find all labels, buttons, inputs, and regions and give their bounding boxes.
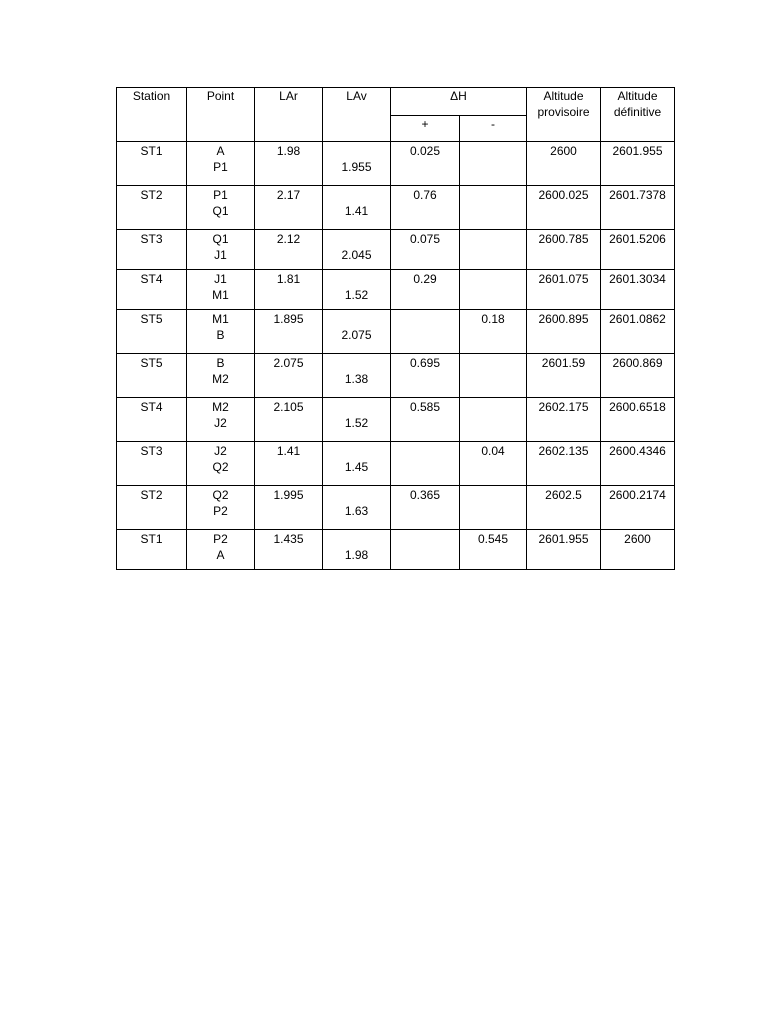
station-value: ST3	[140, 444, 163, 458]
alt-prov-value: 2602.175	[538, 400, 589, 414]
delta-minus-value: 0.18	[481, 312, 505, 326]
table-row	[117, 398, 675, 442]
lar-cell	[255, 142, 323, 186]
alt-prov-value: 2601.59	[541, 356, 586, 370]
station-value: ST5	[140, 356, 163, 370]
point-cell	[187, 442, 255, 486]
point-cell	[187, 142, 255, 186]
point-cell	[187, 398, 255, 442]
alt-prov-value: 2600.025	[538, 188, 589, 202]
delta-plus-cell	[391, 270, 460, 310]
table-row	[117, 142, 675, 186]
lav-value: 1.98	[344, 548, 369, 562]
lar-cell	[255, 530, 323, 570]
station-cell	[117, 230, 187, 270]
point-cell	[187, 486, 255, 530]
lav-cell	[323, 142, 391, 186]
alt-prov-value: 2601.075	[538, 272, 589, 286]
alt-def-value: 2600.4346	[609, 444, 666, 458]
lav-value: 1.38	[344, 372, 369, 386]
alt-def-cell	[601, 142, 675, 186]
delta-minus-cell	[460, 270, 527, 310]
header-alt-prov-line1: Altitude	[543, 89, 584, 103]
delta-minus-cell	[460, 398, 527, 442]
alt-prov-cell	[527, 398, 601, 442]
alt-prov-cell	[527, 486, 601, 530]
blank-line	[323, 143, 390, 159]
header-alt-def-line1: Altitude	[617, 89, 658, 103]
lar-cell	[255, 186, 323, 230]
delta-minus-value	[460, 187, 526, 203]
alt-prov-cell	[527, 310, 601, 354]
station-value: ST1	[140, 144, 163, 158]
header-minus: -	[460, 116, 527, 142]
header-alt-prov-line2: provisoire	[537, 105, 590, 119]
lar-value: 1.41	[276, 444, 301, 458]
alt-def-cell	[601, 530, 675, 570]
alt-prov-cell	[527, 186, 601, 230]
delta-minus-cell	[460, 530, 527, 570]
station-value: ST3	[140, 232, 163, 246]
table-row	[117, 230, 675, 270]
alt-def-value: 2600	[624, 532, 651, 546]
delta-plus-value: 0.695	[409, 356, 441, 370]
station-cell	[117, 310, 187, 354]
delta-minus-cell	[460, 354, 527, 398]
point-cell	[187, 186, 255, 230]
delta-plus-cell	[391, 230, 460, 270]
alt-prov-value: 2601.955	[538, 532, 589, 546]
point-backsight: J1	[214, 272, 227, 286]
alt-prov-cell	[527, 530, 601, 570]
station-value: ST4	[140, 400, 163, 414]
delta-minus-cell	[460, 186, 527, 230]
table-body	[117, 142, 675, 570]
delta-minus-value	[460, 271, 526, 287]
delta-plus-cell	[391, 354, 460, 398]
station-cell	[117, 270, 187, 310]
blank-line	[323, 187, 390, 203]
delta-plus-value	[391, 531, 459, 547]
delta-minus-cell	[460, 230, 527, 270]
point-backsight: Q2	[212, 488, 229, 502]
blank-line	[323, 231, 390, 247]
point-backsight: B	[216, 356, 225, 370]
blank-line	[323, 355, 390, 371]
delta-minus-cell	[460, 310, 527, 354]
header-altitude-provisoire	[527, 88, 601, 142]
alt-prov-cell	[527, 354, 601, 398]
delta-plus-cell	[391, 142, 460, 186]
lav-value: 1.52	[344, 288, 369, 302]
lar-cell	[255, 442, 323, 486]
point-foresight: J1	[214, 248, 227, 262]
alt-prov-cell	[527, 142, 601, 186]
lav-value: 2.045	[341, 248, 372, 262]
table-row	[117, 486, 675, 530]
delta-plus-cell	[391, 530, 460, 570]
lar-value: 2.075	[273, 356, 304, 370]
alt-def-value: 2600.6518	[609, 400, 666, 414]
delta-plus-value: 0.585	[409, 400, 441, 414]
table-row	[117, 530, 675, 570]
alt-def-cell	[601, 486, 675, 530]
delta-minus-value	[460, 231, 526, 247]
lar-value: 1.895	[273, 312, 304, 326]
blank-line	[323, 399, 390, 415]
point-cell	[187, 270, 255, 310]
point-cell	[187, 230, 255, 270]
table-row	[117, 354, 675, 398]
station-cell	[117, 530, 187, 570]
lar-value: 2.105	[273, 400, 304, 414]
point-backsight: P1	[213, 188, 228, 202]
point-foresight: A	[216, 548, 225, 562]
delta-minus-value	[460, 355, 526, 371]
delta-minus-cell	[460, 442, 527, 486]
table-row	[117, 442, 675, 486]
lar-cell	[255, 486, 323, 530]
delta-plus-cell	[391, 398, 460, 442]
delta-plus-value: 0.29	[413, 272, 437, 286]
lav-cell	[323, 530, 391, 570]
alt-def-value: 2601.7378	[609, 188, 666, 202]
station-cell	[117, 354, 187, 398]
delta-minus-cell	[460, 486, 527, 530]
header-altitude-definitive	[601, 88, 675, 142]
station-cell	[117, 142, 187, 186]
blank-line	[323, 311, 390, 327]
lar-value: 2.12	[276, 232, 301, 246]
delta-plus-value	[391, 311, 459, 327]
header-lav: LAv	[323, 88, 391, 142]
station-value: ST2	[140, 488, 163, 502]
point-foresight: Q2	[212, 460, 229, 474]
alt-prov-value: 2600	[550, 144, 577, 158]
alt-def-cell	[601, 230, 675, 270]
lav-cell	[323, 442, 391, 486]
header-point: Point	[187, 88, 255, 142]
station-value: ST5	[140, 312, 163, 326]
point-foresight: Q1	[212, 204, 229, 218]
delta-minus-value	[460, 399, 526, 415]
alt-prov-value: 2602.5	[545, 488, 582, 502]
delta-minus-value: 0.545	[477, 532, 509, 546]
station-value: ST2	[140, 188, 163, 202]
point-backsight: M1	[212, 312, 229, 326]
delta-plus-cell	[391, 442, 460, 486]
point-backsight: P2	[213, 532, 228, 546]
delta-plus-cell	[391, 186, 460, 230]
point-foresight: P1	[213, 160, 228, 174]
lav-cell	[323, 186, 391, 230]
alt-prov-cell	[527, 230, 601, 270]
lar-cell	[255, 310, 323, 354]
delta-plus-cell	[391, 486, 460, 530]
blank-line	[323, 531, 390, 547]
header-alt-def-line2: définitive	[613, 105, 662, 119]
delta-plus-value	[391, 443, 459, 459]
lav-cell	[323, 354, 391, 398]
alt-def-cell	[601, 310, 675, 354]
point-cell	[187, 530, 255, 570]
lav-cell	[323, 310, 391, 354]
lar-value: 1.98	[276, 144, 301, 158]
delta-minus-value: 0.04	[481, 444, 505, 458]
point-cell	[187, 310, 255, 354]
lav-value: 1.955	[341, 160, 372, 174]
alt-def-value: 2601.0862	[609, 312, 666, 326]
delta-minus-cell	[460, 142, 527, 186]
delta-plus-value: 0.075	[409, 232, 441, 246]
lar-value: 1.435	[273, 532, 304, 546]
station-cell	[117, 486, 187, 530]
header-delta-h: ΔH	[391, 88, 527, 116]
delta-plus-cell	[391, 310, 460, 354]
lar-value: 1.81	[276, 272, 301, 286]
header-station: Station	[117, 88, 187, 142]
lar-value: 1.995	[273, 488, 304, 502]
blank-line	[323, 487, 390, 503]
alt-prov-cell	[527, 442, 601, 486]
blank-line	[323, 271, 390, 287]
lar-value: 2.17	[276, 188, 301, 202]
delta-minus-value	[460, 487, 526, 503]
point-foresight: B	[216, 328, 225, 342]
alt-def-cell	[601, 398, 675, 442]
station-value: ST4	[140, 272, 163, 286]
point-backsight: J2	[214, 444, 227, 458]
leveling-table	[116, 87, 675, 570]
lav-cell	[323, 486, 391, 530]
lav-value: 1.52	[344, 416, 369, 430]
point-backsight: Q1	[212, 232, 229, 246]
lar-cell	[255, 230, 323, 270]
delta-plus-value: 0.365	[409, 488, 441, 502]
alt-def-cell	[601, 270, 675, 310]
delta-plus-value: 0.025	[409, 144, 441, 158]
alt-def-value: 2600.869	[612, 356, 663, 370]
station-cell	[117, 442, 187, 486]
alt-prov-cell	[527, 270, 601, 310]
lav-cell	[323, 230, 391, 270]
station-cell	[117, 398, 187, 442]
point-backsight: M2	[212, 400, 229, 414]
alt-def-cell	[601, 442, 675, 486]
alt-def-value: 2601.5206	[609, 232, 666, 246]
header-lar: LAr	[255, 88, 323, 142]
lav-value: 1.41	[344, 204, 369, 218]
point-foresight: J2	[214, 416, 227, 430]
lar-cell	[255, 398, 323, 442]
lar-cell	[255, 270, 323, 310]
alt-prov-value: 2600.895	[538, 312, 589, 326]
point-foresight: M1	[212, 288, 229, 302]
table-row	[117, 310, 675, 354]
blank-line	[323, 443, 390, 459]
alt-def-cell	[601, 186, 675, 230]
header-plus: +	[391, 116, 460, 142]
lav-value: 1.63	[344, 504, 369, 518]
point-foresight: P2	[213, 504, 228, 518]
alt-prov-value: 2602.135	[538, 444, 589, 458]
lav-value: 1.45	[344, 460, 369, 474]
table-header	[117, 88, 675, 142]
delta-minus-value	[460, 143, 526, 159]
table-row	[117, 270, 675, 310]
delta-plus-value: 0.76	[413, 188, 437, 202]
lav-cell	[323, 398, 391, 442]
point-foresight: M2	[212, 372, 229, 386]
point-cell	[187, 354, 255, 398]
alt-def-value: 2601.955	[612, 144, 663, 158]
lav-cell	[323, 270, 391, 310]
station-value: ST1	[140, 532, 163, 546]
alt-def-value: 2600.2174	[609, 488, 666, 502]
station-cell	[117, 186, 187, 230]
alt-prov-value: 2600.785	[538, 232, 589, 246]
lav-value: 2.075	[341, 328, 372, 342]
point-backsight: A	[216, 144, 225, 158]
alt-def-cell	[601, 354, 675, 398]
lar-cell	[255, 354, 323, 398]
table-row	[117, 186, 675, 230]
alt-def-value: 2601.3034	[609, 272, 666, 286]
